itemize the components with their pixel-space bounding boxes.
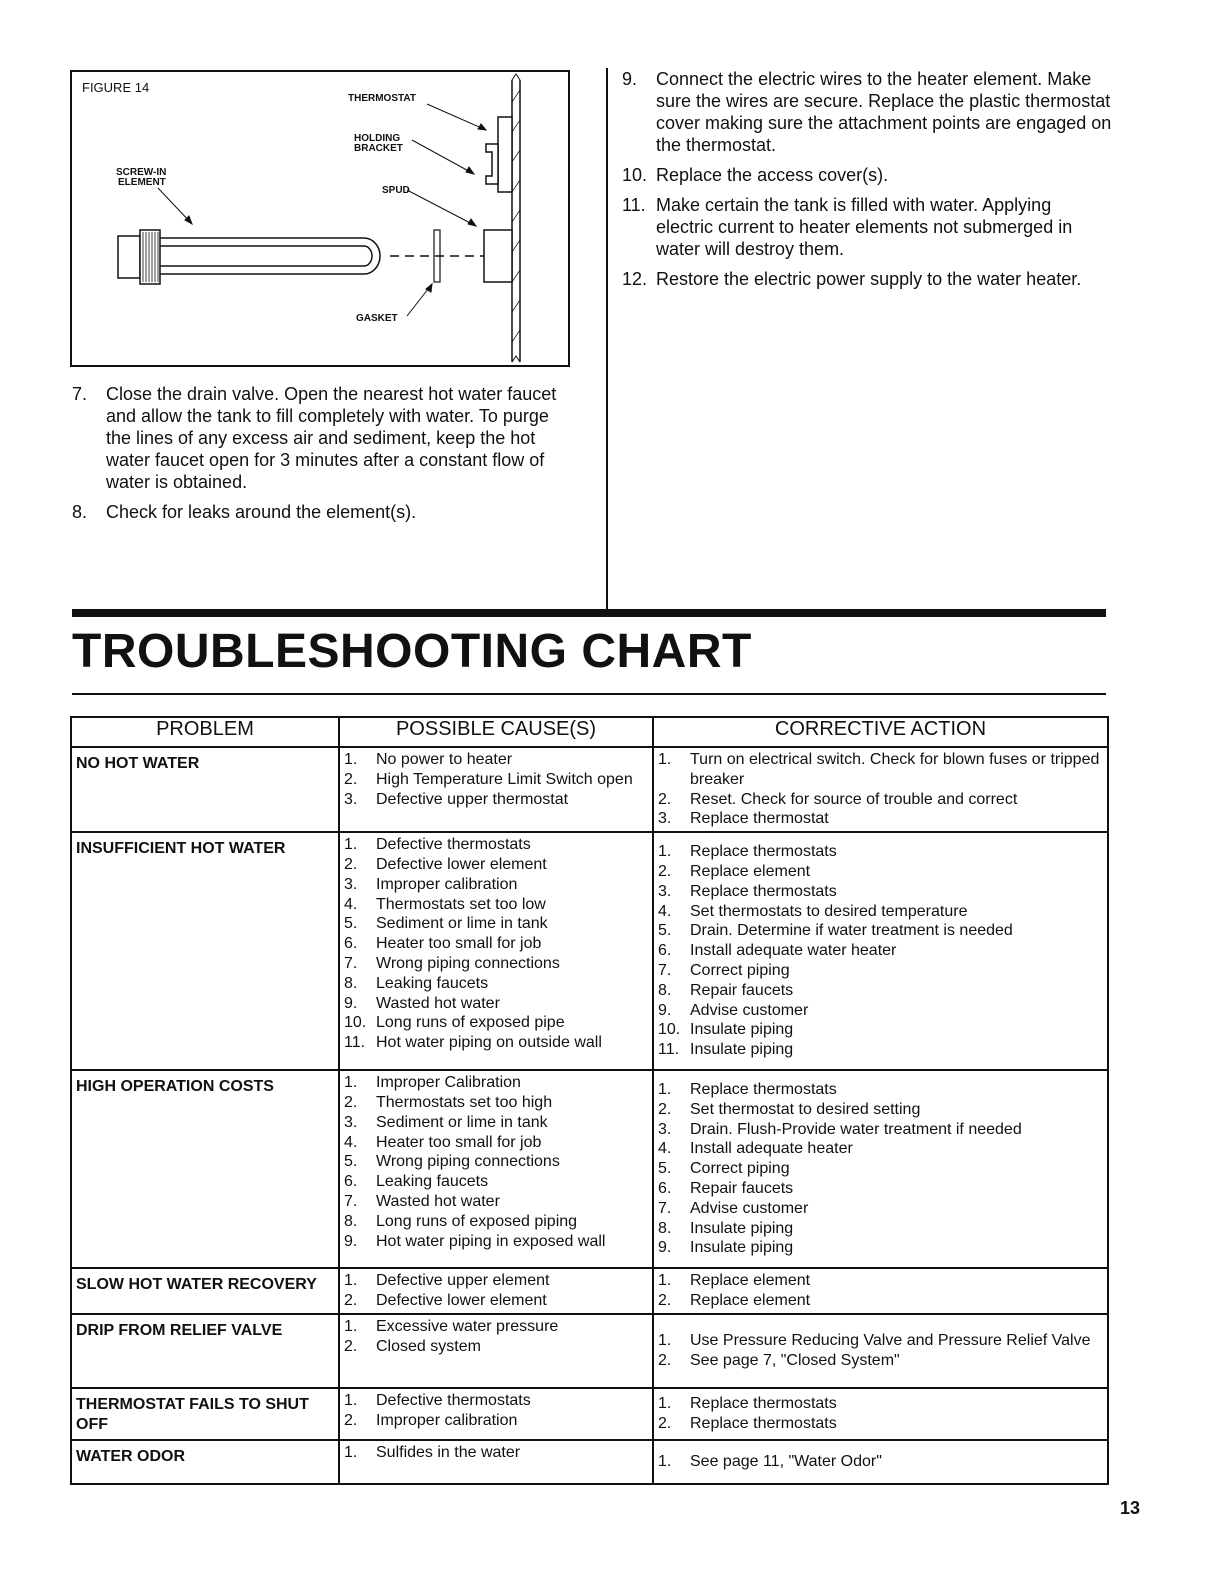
cause-number: 2.	[344, 855, 358, 873]
action-list	[658, 750, 1103, 829]
action-text: Replace element	[690, 1272, 811, 1290]
cause-text: Defective upper element	[376, 1272, 550, 1290]
action-number: 3.	[658, 810, 672, 828]
figure-14	[70, 70, 570, 367]
problem-cell: INSUFFICIENT HOT WATER	[71, 832, 339, 1070]
table-row	[71, 832, 1108, 1070]
cause-number: 3.	[344, 875, 358, 893]
action-number: 1.	[658, 1272, 672, 1290]
holding-label: HOLDING	[354, 133, 401, 144]
header-actions: CORRECTIVE ACTION	[653, 717, 1108, 747]
action-item	[658, 1179, 1103, 1199]
cause-item	[344, 1192, 648, 1212]
cause-number: 2.	[344, 1093, 358, 1111]
cause-text: Improper calibration	[376, 875, 518, 893]
action-list	[658, 1080, 1103, 1258]
action-item	[658, 1120, 1103, 1140]
action-text: Replace element	[690, 1292, 811, 1310]
action-text: Set thermostat to desired setting	[690, 1100, 921, 1118]
cause-item	[344, 1093, 648, 1113]
actions-cell	[653, 1440, 1108, 1484]
cause-item	[344, 750, 648, 770]
action-number: 5.	[658, 1160, 672, 1178]
cause-number: 1.	[344, 1392, 358, 1410]
action-item	[658, 902, 1103, 922]
cause-number: 3.	[344, 1113, 358, 1131]
cause-text: Sediment or lime in tank	[376, 915, 548, 933]
action-number: 2.	[658, 1100, 672, 1118]
troubleshooting-table	[70, 716, 1109, 1485]
cause-number: 8.	[344, 1212, 358, 1230]
action-item	[658, 1238, 1103, 1258]
action-text: Drain. Flush-Provide water treatment if needed	[690, 1120, 1022, 1138]
step-text: Restore the electric power supply to the water heater.	[656, 269, 1082, 289]
bracket-label: BRACKET	[354, 143, 403, 154]
action-item	[658, 1351, 1103, 1371]
action-item	[658, 1001, 1103, 1021]
cause-number: 11.	[344, 1034, 366, 1052]
cause-number: 7.	[344, 1192, 358, 1210]
action-number: 3.	[658, 1120, 672, 1138]
problem-cell: NO HOT WATER	[71, 747, 339, 832]
problem-cell: THERMOSTAT FAILS TO SHUT OFF	[71, 1388, 339, 1440]
actions-cell	[653, 1314, 1108, 1388]
step-text: Connect the electric wires to the heater element. Make sure the wires are secure. Replace the plastic thermostat cover making sure the attachment points are engaged on the thermostat.	[656, 69, 1112, 155]
screw-in-label: SCREW-IN	[116, 167, 167, 178]
cause-number: 10.	[344, 1014, 367, 1032]
action-number: 3.	[658, 882, 672, 900]
action-number: 7.	[658, 962, 672, 980]
cause-number: 1.	[344, 1074, 358, 1092]
causes-cell	[339, 1388, 653, 1440]
step-9	[622, 68, 1112, 156]
action-text: Set thermostats to desired temperature	[690, 902, 968, 920]
cause-number: 4.	[344, 895, 358, 913]
action-text: Install adequate water heater	[690, 942, 897, 960]
action-text: Insulate piping	[690, 1021, 794, 1039]
cause-item	[344, 934, 648, 954]
step-number: 9.	[622, 69, 638, 89]
cause-number: 9.	[344, 994, 358, 1012]
action-item	[658, 862, 1103, 882]
cause-text: Long runs of exposed pipe	[376, 1014, 565, 1032]
action-item	[658, 1040, 1103, 1060]
cause-text: Improper calibration	[376, 1411, 518, 1429]
action-item	[658, 882, 1103, 902]
action-item	[658, 790, 1103, 810]
action-number: 11.	[658, 1041, 680, 1059]
action-item	[658, 1139, 1103, 1159]
cause-text: Heater too small for job	[376, 935, 542, 953]
page-number: 13	[1119, 1498, 1140, 1518]
step-number: 7.	[72, 384, 88, 404]
cause-text: No power to heater	[376, 751, 513, 768]
step-text: Make certain the tank is filled with water. Applying electric current to heater elements not submerged in water will destroy them.	[656, 195, 1073, 259]
action-number: 10.	[658, 1021, 681, 1039]
action-text: Reset. Check for source of trouble and correct	[690, 790, 1018, 808]
header-problem: PROBLEM	[71, 717, 339, 747]
action-number: 1.	[658, 1453, 672, 1471]
cause-number: 2.	[344, 1291, 358, 1309]
cause-item	[344, 1337, 648, 1357]
cause-list	[344, 750, 648, 809]
cause-text: Hot water piping on outside wall	[376, 1034, 602, 1052]
action-list	[658, 1331, 1103, 1371]
right-steps	[622, 68, 1112, 298]
step-number: 8.	[72, 502, 88, 522]
action-number: 1.	[658, 1395, 672, 1413]
cause-item	[344, 1152, 648, 1172]
action-item	[658, 1271, 1103, 1291]
cause-item	[344, 1212, 648, 1232]
cause-item	[344, 1133, 648, 1153]
problem-cell: HIGH OPERATION COSTS	[71, 1070, 339, 1268]
causes-cell	[339, 1440, 653, 1484]
column-divider	[606, 68, 608, 610]
action-text: Replace element	[690, 863, 811, 881]
action-text: Replace thermostats	[690, 1415, 837, 1433]
action-item	[658, 1080, 1103, 1100]
cause-text: Sulfides in the water	[376, 1444, 521, 1462]
cause-text: Wasted hot water	[376, 994, 500, 1012]
cause-item	[344, 1113, 648, 1133]
cause-item	[344, 895, 648, 915]
action-text: Replace thermostats	[690, 1395, 837, 1413]
action-number: 8.	[658, 1219, 672, 1237]
action-text: Drain. Determine if water treatment is needed	[690, 922, 1013, 940]
cause-item	[344, 1443, 648, 1463]
action-item	[658, 809, 1103, 829]
action-number: 7.	[658, 1199, 672, 1217]
action-number: 9.	[658, 1001, 672, 1019]
spud-label: SPUD	[382, 185, 410, 196]
cause-text: Defective thermostats	[376, 1392, 531, 1410]
cause-item	[344, 855, 648, 875]
cause-text: Wrong piping connections	[376, 954, 560, 972]
action-item	[658, 1159, 1103, 1179]
cause-list	[344, 1271, 648, 1311]
table-row	[71, 1440, 1108, 1484]
cause-item	[344, 1291, 648, 1311]
cause-text: High Temperature Limit Switch open	[376, 770, 633, 788]
cause-text: Sediment or lime in tank	[376, 1113, 548, 1131]
cause-item	[344, 974, 648, 994]
step-8	[72, 501, 562, 523]
cause-number: 1.	[344, 1444, 358, 1462]
heater-element-diagram	[72, 72, 568, 365]
action-item	[658, 1394, 1103, 1414]
causes-cell	[339, 1314, 653, 1388]
action-number: 1.	[658, 1081, 672, 1099]
action-number: 2.	[658, 1352, 672, 1370]
action-number: 2.	[658, 863, 672, 881]
left-steps	[72, 383, 562, 531]
cause-list	[344, 1317, 648, 1357]
cause-text: Closed system	[376, 1337, 481, 1355]
cause-item	[344, 790, 648, 810]
action-text: Insulate piping	[690, 1041, 794, 1059]
actions-cell	[653, 1268, 1108, 1314]
action-text: See page 11, "Water Odor"	[690, 1453, 882, 1471]
cause-item	[344, 1172, 648, 1192]
cause-text: Improper Calibration	[376, 1074, 521, 1092]
action-number: 6.	[658, 1180, 672, 1198]
action-item	[658, 842, 1103, 862]
step-number: 11.	[622, 195, 646, 215]
cause-item	[344, 1013, 648, 1033]
cause-number: 1.	[344, 1318, 358, 1336]
action-number: 6.	[658, 942, 672, 960]
action-text: Use Pressure Reducing Valve and Pressure Relief Valve	[690, 1332, 1091, 1350]
action-item	[658, 1100, 1103, 1120]
action-text: Correct piping	[690, 962, 790, 980]
cause-item	[344, 914, 648, 934]
cause-item	[344, 954, 648, 974]
action-text: Install adequate heater	[690, 1140, 853, 1158]
cause-text: Thermostats set too high	[376, 1093, 553, 1111]
cause-item	[344, 770, 648, 790]
action-number: 1.	[658, 1332, 672, 1350]
cause-text: Wasted hot water	[376, 1192, 500, 1210]
cause-item	[344, 1073, 648, 1093]
action-number: 4.	[658, 1140, 672, 1158]
actions-cell	[653, 832, 1108, 1070]
action-item	[658, 1219, 1103, 1239]
action-item	[658, 1020, 1103, 1040]
action-list	[658, 1452, 1103, 1472]
cause-text: Defective lower element	[376, 1291, 547, 1309]
action-number: 1.	[658, 751, 672, 768]
action-item	[658, 1414, 1103, 1434]
cause-item	[344, 1033, 648, 1053]
action-number: 5.	[658, 922, 672, 940]
action-item	[658, 750, 1103, 790]
cause-text: Heater too small for job	[376, 1133, 542, 1151]
action-text: Correct piping	[690, 1160, 790, 1178]
action-text: Advise customer	[690, 1199, 809, 1217]
step-12	[622, 268, 1112, 290]
step-7	[72, 383, 562, 493]
action-item	[658, 941, 1103, 961]
cause-text: Hot water piping in exposed wall	[376, 1232, 606, 1250]
actions-cell	[653, 1388, 1108, 1440]
cause-list	[344, 1391, 648, 1431]
step-11	[622, 194, 1112, 260]
cause-number: 2.	[344, 770, 358, 788]
element-label: ELEMENT	[118, 177, 166, 188]
cause-number: 5.	[344, 1153, 358, 1171]
section-rule-thin	[72, 693, 1106, 695]
cause-number: 1.	[344, 1272, 358, 1290]
actions-cell	[653, 747, 1108, 832]
cause-text: Thermostats set too low	[376, 895, 546, 913]
action-text: Insulate piping	[690, 1239, 794, 1257]
action-text: See page 7, "Closed System"	[690, 1352, 900, 1370]
thermostat-label: THERMOSTAT	[348, 93, 416, 104]
causes-cell	[339, 747, 653, 832]
action-item	[658, 1331, 1103, 1351]
cause-list	[344, 835, 648, 1053]
action-text: Repair faucets	[690, 1180, 794, 1198]
cause-number: 2.	[344, 1411, 358, 1429]
action-list	[658, 842, 1103, 1060]
step-number: 12.	[622, 269, 648, 289]
cause-number: 1.	[344, 751, 358, 768]
action-number: 2.	[658, 1415, 672, 1433]
step-10	[622, 164, 1112, 186]
cause-number: 2.	[344, 1337, 358, 1355]
action-item	[658, 1199, 1103, 1219]
action-text: Repair faucets	[690, 981, 794, 999]
action-number: 2.	[658, 1292, 672, 1310]
action-list	[658, 1271, 1103, 1311]
cause-number: 4.	[344, 1133, 358, 1151]
action-item	[658, 921, 1103, 941]
action-item	[658, 961, 1103, 981]
cause-item	[344, 994, 648, 1014]
step-number: 10.	[622, 165, 648, 185]
action-number: 2.	[658, 790, 672, 808]
cause-text: Leaking faucets	[376, 974, 489, 992]
causes-cell	[339, 1268, 653, 1314]
cause-item	[344, 1317, 648, 1337]
actions-cell	[653, 1070, 1108, 1268]
action-number: 4.	[658, 902, 672, 920]
action-item	[658, 1291, 1103, 1311]
gasket-label: GASKET	[356, 313, 398, 324]
action-text: Advise customer	[690, 1001, 809, 1019]
action-list	[658, 1394, 1103, 1434]
cause-number: 8.	[344, 974, 358, 992]
cause-text: Defective lower element	[376, 855, 547, 873]
section-rule-thick	[72, 609, 1106, 617]
cause-list	[344, 1073, 648, 1251]
cause-text: Wrong piping connections	[376, 1153, 560, 1171]
cause-number: 6.	[344, 935, 358, 953]
figure-caption: FIGURE 14	[82, 80, 150, 95]
action-item	[658, 1452, 1103, 1472]
problem-cell: SLOW HOT WATER RECOVERY	[71, 1268, 339, 1314]
chart-title: TROUBLESHOOTING CHART	[72, 625, 752, 678]
step-text: Close the drain valve. Open the nearest hot water faucet and allow the tank to fill completely with water. To purge the lines of any excess air and sediment, keep the hot water faucet open for 3 minutes after a constant flow of water is obtained.	[106, 384, 557, 492]
action-item	[658, 981, 1103, 1001]
table-header-row	[71, 717, 1108, 747]
table-row	[71, 747, 1108, 832]
cause-item	[344, 1411, 648, 1431]
cause-text: Excessive water pressure	[376, 1318, 559, 1336]
action-text: Replace thermostats	[690, 882, 837, 900]
cause-item	[344, 1232, 648, 1252]
cause-text: Defective upper thermostat	[376, 790, 569, 808]
cause-text: Defective thermostats	[376, 836, 531, 854]
step-text: Check for leaks around the element(s).	[106, 502, 417, 522]
cause-list	[344, 1443, 648, 1463]
table-row	[71, 1314, 1108, 1388]
cause-item	[344, 835, 648, 855]
cause-text: Long runs of exposed piping	[376, 1212, 578, 1230]
header-causes: POSSIBLE CAUSE(S)	[339, 717, 653, 747]
cause-number: 6.	[344, 1173, 358, 1191]
table-row	[71, 1070, 1108, 1268]
action-text: Replace thermostats	[690, 843, 837, 861]
problem-cell: DRIP FROM RELIEF VALVE	[71, 1314, 339, 1388]
cause-number: 9.	[344, 1232, 358, 1250]
table-row	[71, 1388, 1108, 1440]
cause-number: 3.	[344, 790, 358, 808]
cause-item	[344, 1271, 648, 1291]
action-text: Replace thermostats	[690, 1081, 837, 1099]
cause-item	[344, 875, 648, 895]
action-number: 9.	[658, 1239, 672, 1257]
cause-number: 5.	[344, 915, 358, 933]
action-number: 8.	[658, 981, 672, 999]
problem-cell: WATER ODOR	[71, 1440, 339, 1484]
causes-cell	[339, 1070, 653, 1268]
action-text: Insulate piping	[690, 1219, 794, 1237]
cause-text: Leaking faucets	[376, 1173, 489, 1191]
table-row	[71, 1268, 1108, 1314]
causes-cell	[339, 832, 653, 1070]
step-text: Replace the access cover(s).	[656, 165, 889, 185]
cause-number: 7.	[344, 954, 358, 972]
cause-item	[344, 1391, 648, 1411]
action-number: 1.	[658, 843, 672, 861]
action-text: Replace thermostat	[690, 810, 829, 828]
action-text: Turn on electrical switch. Check for blown fuses or tripped breaker	[690, 751, 1100, 788]
cause-number: 1.	[344, 836, 358, 854]
